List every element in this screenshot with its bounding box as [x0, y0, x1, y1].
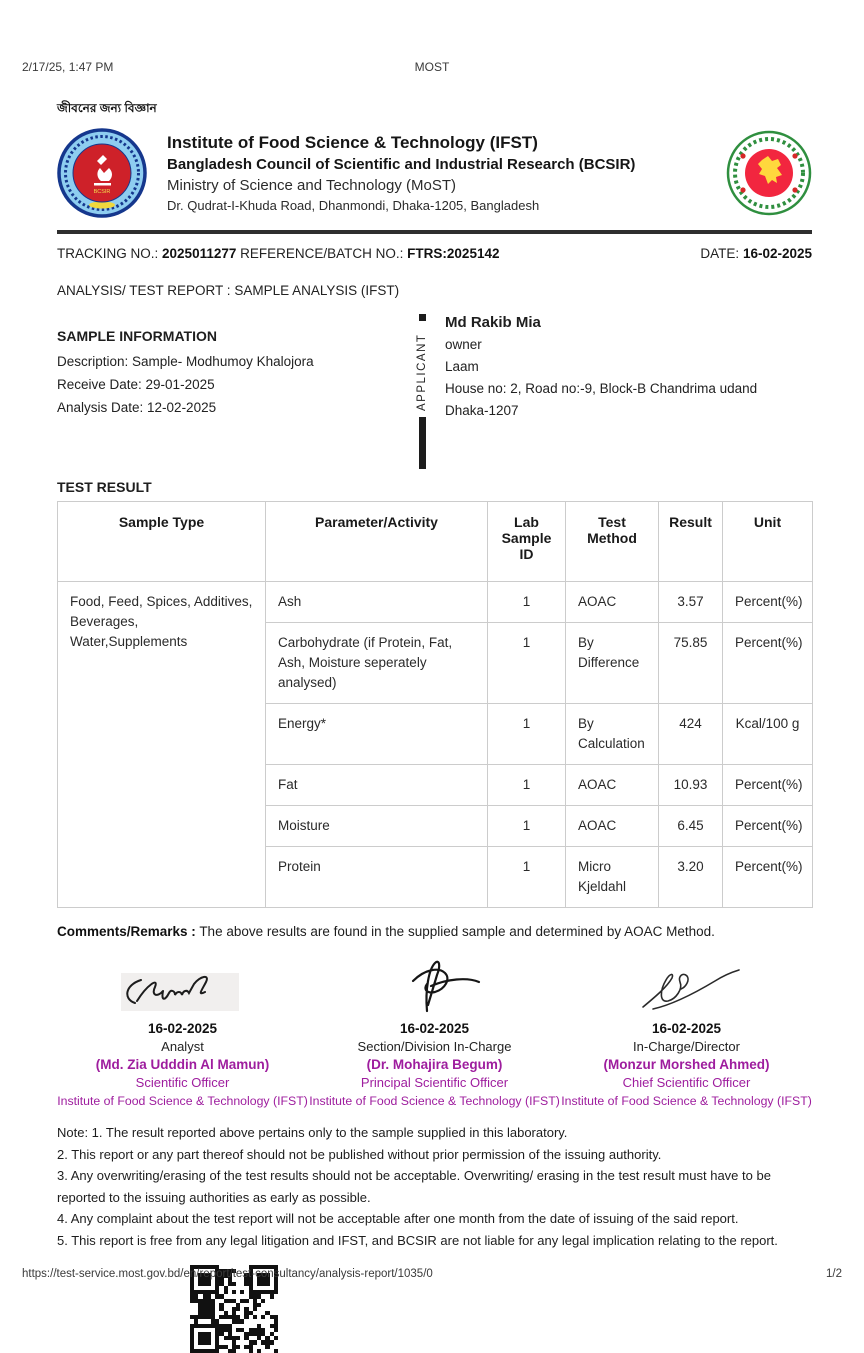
cell-unit: Percent(%) [723, 847, 813, 908]
cell-lab-sample-id: 1 [488, 806, 566, 847]
signature-image [309, 965, 560, 1017]
report-page [57, 100, 812, 1353]
sample-description: Description: Sample- Modhumoy Khalojora [57, 354, 314, 369]
signature-title: Scientific Officer [135, 1075, 230, 1090]
note-line: 5. This report is free from any legal litigation and IFST, and BCSIR are not liable for any legal implication relating to the report. [57, 1232, 778, 1248]
signature-name: (Dr. Mohajira Begum) [366, 1057, 503, 1072]
signature-date: 16-02-2025 [651, 1021, 722, 1036]
signature-role: Section/Division In-Charge [357, 1039, 512, 1054]
note-line: 4. Any complaint about the test report will not be acceptable after one month from the date of issuing of the said report. [57, 1211, 739, 1226]
signature-name: (Md. Zia Udddin Al Mamun) [95, 1057, 270, 1072]
col-result: Result [659, 502, 723, 582]
cell-lab-sample-id: 1 [488, 847, 566, 908]
signature-institute: Institute of Food Science & Technology (IFST) [561, 1094, 812, 1108]
col-sample-type: Sample Type [58, 502, 266, 582]
footer-url: https://test-service.most.gov.bd/en/report/test-consultancy/analysis-report/1035/0 [22, 1268, 433, 1280]
col-lab-sample-id: Lab Sample ID [488, 502, 566, 582]
cell-parameter: Protein [266, 847, 488, 908]
org-titles [167, 132, 716, 215]
note-line: Note: 1. The result reported above pertains only to the sample supplied in this laboratory. [57, 1125, 568, 1140]
signature-role: In-Charge/Director [633, 1039, 740, 1054]
header-divider [57, 230, 812, 234]
sample-info-heading: SAMPLE INFORMATION [57, 328, 217, 344]
signature-institute: Institute of Food Science & Technology (IFST) [57, 1094, 308, 1108]
tracking-label: TRACKING NO.: [57, 246, 159, 261]
motto-bengali: জীবনের জন্য বিজ্ঞান [57, 101, 157, 115]
ministry-name: Ministry of Science and Technology (MoST) [167, 176, 457, 194]
tracking-row [57, 246, 812, 261]
cell-test-method: By Calculation [566, 704, 659, 765]
cell-unit: Kcal/100 g [723, 704, 813, 765]
test-result-table [57, 501, 813, 908]
cell-test-method: AOAC [566, 765, 659, 806]
cell-unit: Percent(%) [723, 806, 813, 847]
cell-parameter: Energy* [266, 704, 488, 765]
signature-image [57, 965, 308, 1017]
cell-parameter: Fat [266, 765, 488, 806]
cell-result: 3.20 [659, 847, 723, 908]
institute-name: Institute of Food Science & Technology (IFST) [167, 132, 538, 152]
signature-title: Chief Scientific Officer [622, 1075, 751, 1090]
info-section [57, 310, 812, 469]
cell-result: 424 [659, 704, 723, 765]
col-unit: Unit [723, 502, 813, 582]
reference-number: FTRS:2025142 [407, 246, 500, 261]
print-header [22, 60, 842, 74]
comments-remarks [57, 924, 812, 939]
print-title: MOST [414, 60, 450, 74]
org-address: Dr. Qudrat-I-Khuda Road, Dhanmondi, Dhaka-1205, Bangladesh [167, 197, 540, 213]
cell-lab-sample-id: 1 [488, 704, 566, 765]
print-footer [22, 1268, 842, 1280]
applicant-details [435, 310, 757, 469]
cell-test-method: Micro Kjeldahl [566, 847, 659, 908]
cell-lab-sample-id: 1 [488, 623, 566, 704]
note-line: 2. This report or any part thereof should not be published without prior permission of the issuing authority. [57, 1146, 662, 1162]
cell-unit: Percent(%) [723, 765, 813, 806]
sample-information [57, 310, 409, 469]
cell-test-method: AOAC [566, 806, 659, 847]
applicant-vertical-label: APPLICANT [416, 333, 428, 411]
cell-result: 75.85 [659, 623, 723, 704]
report-date [700, 246, 812, 261]
cell-lab-sample-id: 1 [488, 582, 566, 623]
footer-page-number: 1/2 [826, 1268, 842, 1280]
cell-result: 6.45 [659, 806, 723, 847]
sample-analysis-date: Analysis Date: 12-02-2025 [57, 400, 217, 415]
bcsir-logo [57, 128, 147, 218]
signature-institute: Institute of Food Science & Technology (IFST) [309, 1094, 560, 1108]
applicant-marker [409, 310, 435, 469]
applicant-name: Md Rakib Mia [445, 314, 541, 331]
cell-lab-sample-id: 1 [488, 765, 566, 806]
signature-section [57, 965, 812, 1108]
cell-parameter: Carbohydrate (if Protein, Fat, Ash, Moisture seperately analysed) [266, 623, 488, 704]
applicant-marker-square [419, 314, 426, 321]
signature-name: (Monzur Morshed Ahmed) [603, 1057, 770, 1072]
col-parameter: Parameter/Activity [266, 502, 488, 582]
report-type-line: ANALYSIS/ TEST REPORT : SAMPLE ANALYSIS (IFST) [57, 283, 400, 298]
signature-role: Analyst [161, 1039, 204, 1054]
note-line: 3. Any overwriting/erasing of the test results should not be acceptable. Overwriting/ erasing in the test result must have to be reported to the issuing authorities as early as possible. [57, 1168, 771, 1205]
applicant-block [409, 310, 812, 469]
council-name: Bangladesh Council of Scientific and Industrial Research (BCSIR) [167, 155, 636, 173]
cell-unit: Percent(%) [723, 623, 813, 704]
print-datetime: 2/17/25, 1:47 PM [22, 60, 114, 74]
cell-sample-type: Food, Feed, Spices, Additives, Beverages, Water,Supplements [58, 582, 266, 908]
bcsir-logo-label: BCSIR [93, 189, 111, 195]
cell-test-method: By Difference [566, 623, 659, 704]
reference-label: REFERENCE/BATCH NO.: [240, 246, 404, 261]
cell-parameter: Ash [266, 582, 488, 623]
table-row [58, 582, 813, 623]
cell-result: 3.57 [659, 582, 723, 623]
signatory-analyst [57, 965, 308, 1108]
tracking-number: 2025011277 [162, 246, 237, 261]
comments-label: Comments/Remarks : [57, 924, 196, 939]
sample-receive-date: Receive Date: 29-01-2025 [57, 377, 215, 392]
applicant-marker-bar [419, 417, 426, 469]
signature-image [561, 965, 812, 1017]
cell-parameter: Moisture [266, 806, 488, 847]
date-value: 16-02-2025 [742, 246, 812, 261]
cell-test-method: AOAC [566, 582, 659, 623]
applicant-designation: owner [445, 337, 482, 352]
cell-result: 10.93 [659, 765, 723, 806]
signatory-section-incharge [309, 965, 560, 1108]
applicant-organization: Laam [445, 359, 479, 374]
signature-title: Principal Scientific Officer [360, 1075, 509, 1090]
signatory-director [561, 965, 812, 1108]
applicant-address-1: House no: 2, Road no:-9, Block-B Chandrima udand [445, 381, 758, 396]
org-header [57, 128, 812, 218]
tracking-reference [57, 246, 499, 261]
notes-block [57, 1122, 812, 1251]
signature-date: 16-02-2025 [399, 1021, 470, 1036]
bangladesh-govt-logo [726, 130, 812, 216]
col-test-method: Test Method [566, 502, 659, 582]
test-result-heading: TEST RESULT [57, 479, 152, 495]
date-label: DATE: [700, 246, 740, 261]
applicant-address-2: Dhaka-1207 [445, 403, 519, 418]
signature-date: 16-02-2025 [147, 1021, 218, 1036]
table-header-row [58, 502, 813, 582]
cell-unit: Percent(%) [723, 582, 813, 623]
comments-text: The above results are found in the supplied sample and determined by AOAC Method. [199, 924, 715, 939]
